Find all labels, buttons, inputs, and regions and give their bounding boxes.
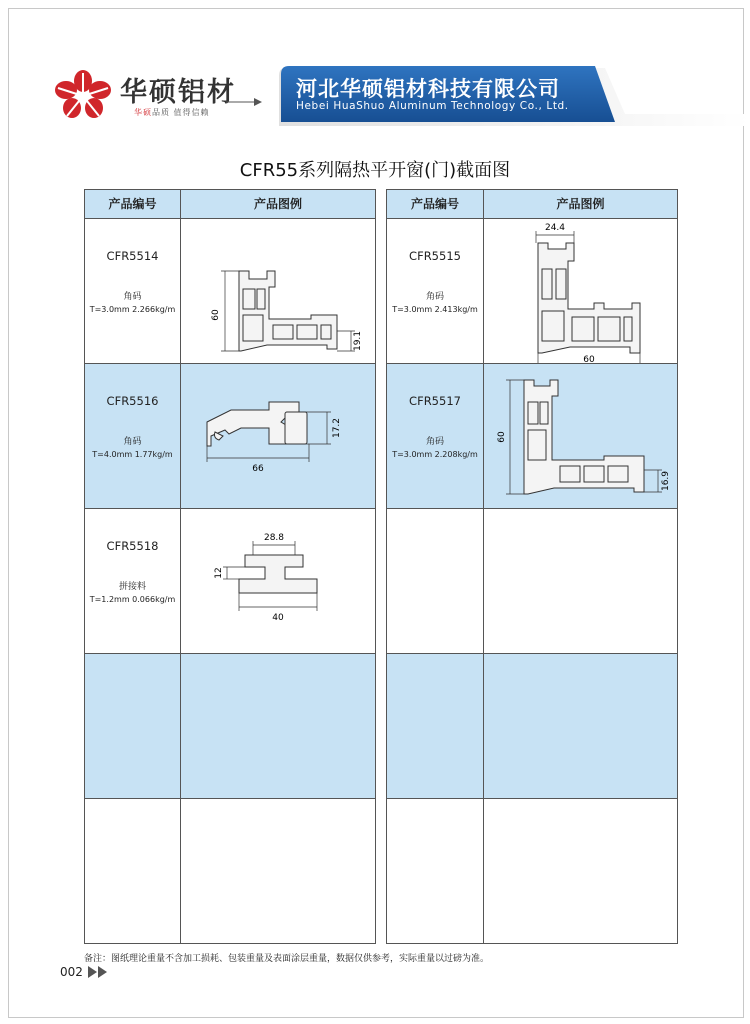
header-image: 产品图例: [181, 190, 376, 218]
drawing-cell: [181, 654, 376, 798]
brand-slogan: 华硕品质 值得信赖: [134, 108, 210, 117]
dim-neck: 12: [214, 567, 224, 579]
header-code: 产品编号: [387, 190, 484, 218]
profile-drawing-cfr5514: [181, 219, 376, 363]
drawing-cell: [484, 364, 678, 508]
profile-drawing-cfr5516: [181, 364, 376, 508]
profile-drawing-cfr5517: [484, 364, 678, 508]
table-row: [85, 509, 376, 654]
header-image: 产品图例: [484, 190, 678, 218]
code-cell: [387, 364, 484, 508]
company-name-en: Hebei HuaShuo Aluminum Technology Co., Ltd.: [296, 100, 569, 112]
product-spec: T=3.0mm 2.413kg/m: [392, 305, 478, 314]
table-row: [387, 364, 678, 509]
code-cell: [85, 509, 181, 653]
product-name: 角码: [425, 292, 444, 302]
product-name: 角码: [123, 437, 142, 447]
double-arrow-icon: [88, 966, 108, 978]
product-code: CFR5514: [106, 249, 159, 263]
brand-name: 华硕铝材: [120, 77, 236, 108]
product-spec: T=4.0mm 1.77kg/m: [92, 450, 173, 459]
drawing-cell: [181, 364, 376, 508]
product-code: CFR5518: [106, 539, 159, 553]
profile-drawing-cfr5518: [181, 509, 376, 653]
drawing-cell: [181, 799, 376, 943]
code-cell: [387, 799, 484, 943]
flower-logo-icon: [52, 68, 114, 120]
dim-top-width: 24.4: [544, 223, 566, 233]
product-name: 角码: [425, 437, 444, 447]
table-row: [85, 364, 376, 509]
product-code: CFR5515: [409, 249, 461, 263]
company-name-cn: 河北华硕铝材科技有限公司: [296, 77, 560, 101]
page-number: 002: [60, 965, 83, 979]
code-cell: [387, 654, 484, 798]
code-cell: [387, 219, 484, 363]
product-name: 拼接料: [118, 582, 146, 592]
drawing-cell: [484, 509, 678, 653]
header-code: 产品编号: [85, 190, 181, 218]
dim-height: 17.2: [332, 417, 342, 439]
dim-flange: 16.9: [661, 470, 671, 492]
table-row-empty: [85, 654, 376, 799]
product-name: 角码: [123, 292, 142, 302]
slogan-arrow-icon: [226, 96, 262, 106]
dim-width: 66: [252, 464, 264, 474]
table-row-empty: [387, 799, 678, 944]
footnote: 备注：图纸理论重量不含加工损耗、包装重量及表面涂层重量，数据仅供参考，实际重量以过磅为准。: [84, 954, 490, 964]
table-row-empty: [387, 654, 678, 799]
drawing-cell: [181, 219, 376, 363]
profile-drawing-cfr5515: [484, 219, 678, 363]
right-product-table: [386, 189, 678, 944]
table-row: [85, 219, 376, 364]
dim-width: 60: [583, 355, 595, 363]
product-spec: T=1.2mm 0.066kg/m: [89, 595, 176, 604]
drawing-cell: [484, 799, 678, 943]
dim-base-width: 40: [272, 613, 284, 623]
dim-top-width: 28.8: [263, 533, 285, 543]
product-code: CFR5516: [106, 394, 159, 408]
table-row-empty: [387, 509, 678, 654]
dim-height: 60: [211, 309, 221, 321]
dim-height: 60: [497, 431, 507, 443]
product-code: CFR5517: [409, 394, 461, 408]
dim-flange: 19.1: [353, 330, 363, 352]
code-cell: [85, 219, 181, 363]
drawing-cell: [181, 509, 376, 653]
product-spec: T=3.0mm 2.266kg/m: [89, 305, 176, 314]
code-cell: [387, 509, 484, 653]
table-row-empty: [85, 799, 376, 944]
product-spec: T=3.0mm 2.208kg/m: [392, 450, 478, 459]
drawing-cell: [484, 219, 678, 363]
code-cell: [85, 799, 181, 943]
page-title: CFR55系列隔热平开窗(门)截面图: [239, 160, 511, 181]
table-header-row: [387, 190, 678, 219]
code-cell: [85, 364, 181, 508]
code-cell: [85, 654, 181, 798]
table-row: [387, 219, 678, 364]
drawing-cell: [484, 654, 678, 798]
table-header-row: [85, 190, 376, 219]
left-product-table: [84, 189, 376, 944]
